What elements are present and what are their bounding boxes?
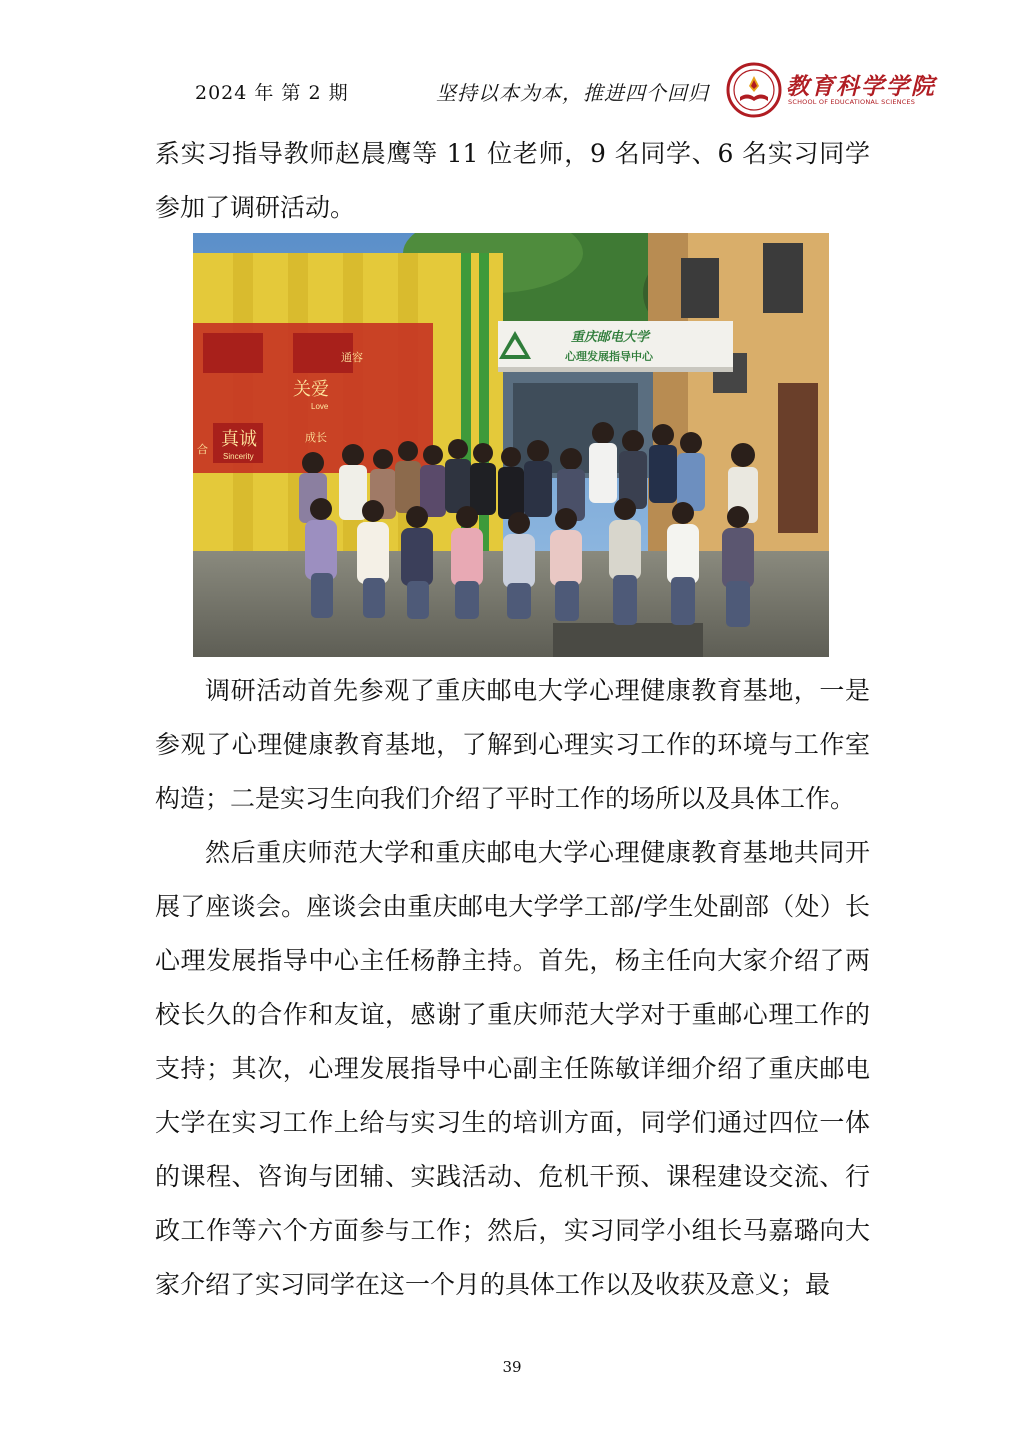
paragraph-visit: 调研活动首先参观了重庆邮电大学心理健康教育基地，一是参观了心理健康教育基地，了解到心理实习工作的环境与工作室构造；二是实习生向我们介绍了平时工作的场所以及具体工作。 [155,676,870,813]
sign-university-name: 重庆邮电大学 [571,329,650,344]
group-photo [193,233,829,657]
wall-word-sincerity-en: Sincerity [223,452,254,461]
wall-word-love: 关爱 [293,379,329,399]
page-number: 39 [502,1358,522,1376]
logo-name: 教育科学学院 [786,73,936,100]
wall-word-growth: 成长 [305,432,327,444]
school-emblem-icon [726,62,782,118]
wall-word-tongrong: 通容 [341,352,363,364]
logo-subtitle: SCHOOL OF EDUCATIONAL SCIENCES [788,98,916,106]
school-logo [726,62,936,118]
paragraph-symposium: 然后重庆师范大学和重庆邮电大学心理健康教育基地共同开展了座谈会。座谈会由重庆邮电大学学工部/学生处副部（处）长心理发展指导中心主任杨静主持。首先，杨主任向大家介绍了两校长久的合作和友谊，感谢了重庆师范大学对于重邮心理工作的支持；其次，心理发展指导中心副主任陈敏详细介绍了重庆邮电大学在实习工作上给与实习生的培训方面，同学们通过四位一体的课程、咨询与团辅、实践活动、危机干预、课程建设交流、行政工作等六个方面参与工作；然后，实习同学小组长马嘉璐向大家介绍了实习同学在这一个月的具体工作以及收获及意义；最 [155,838,870,1299]
paragraph-participants: 系实习指导教师赵晨鹰等 11 位老师，9 名同学、6 名实习同学参加了调研活动。 [155,139,870,222]
wall-word-he: 合 [197,444,208,456]
sign-center-name: 心理发展指导中心 [565,351,653,363]
header-motto: 坚持以本为本，推进四个回归 [436,81,709,105]
wall-word-sincerity: 真诚 [221,429,257,449]
page-header [0,60,1024,120]
wall-word-love-en: Love [311,402,329,411]
issue-label: 2024 年 第 2 期 [195,82,349,104]
